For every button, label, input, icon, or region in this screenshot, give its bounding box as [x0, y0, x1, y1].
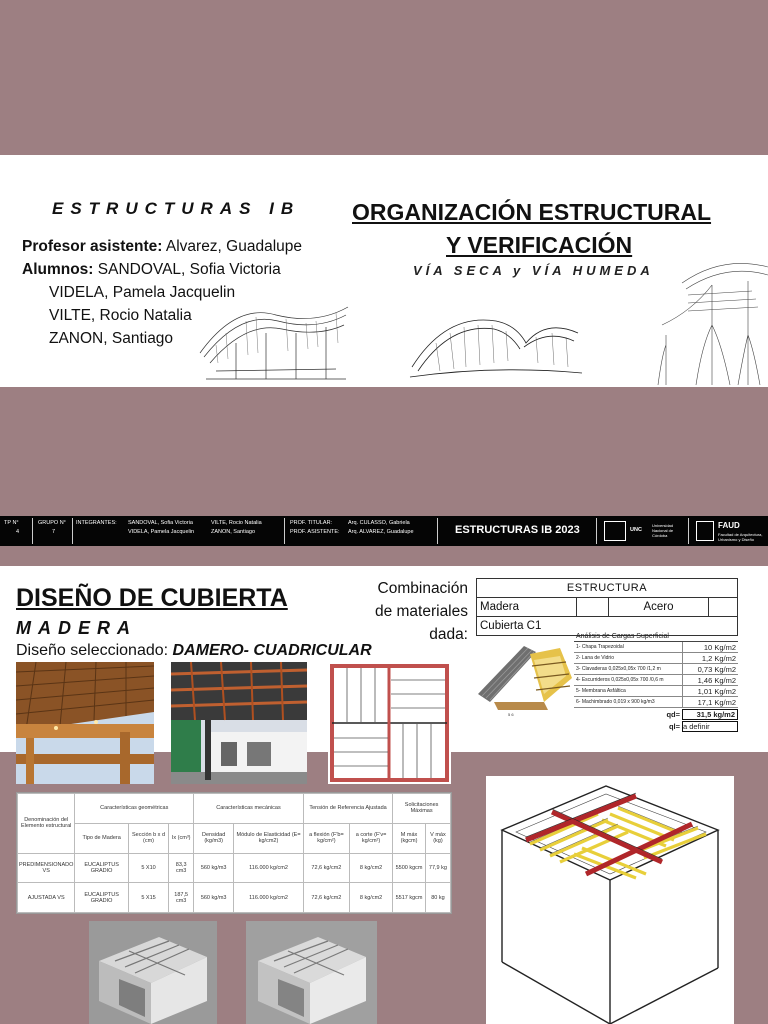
col-denominacion: Denominación del Elemento estructural: [18, 794, 75, 854]
course-title: ESTRUCTURAS IB: [52, 199, 301, 218]
sub-header: Tipo de Madera: [75, 823, 128, 853]
estructura-header: ESTRUCTURA: [477, 579, 738, 598]
student-4: ZANON, Santiago: [49, 330, 174, 347]
material-title: MADERA: [16, 618, 137, 638]
load-row: 6- Machimbrado 0,019 x 900 kg/m3 17,1 Kg/m2: [576, 697, 736, 707]
svg-text:5 6: 5 6: [508, 712, 514, 717]
render-thumbnail-1: [89, 921, 217, 1024]
course-year: ESTRUCTURAS IB 2023: [455, 524, 580, 536]
unc-text: Universidad Nacional de Córdoba: [652, 523, 674, 538]
prof-asistente-label: PROF. ASISTENTE:: [290, 529, 340, 535]
main-title-line1: ORGANIZACIÓN ESTRUCTURAL: [352, 199, 712, 225]
table-row: PREDIMENSIONADO VS EUCALIPTUS GRADIO 5 X10 83,3 cm3 560 kg/m3 116.000 kg/cm2 72,6 kg/cm2 8 kg/cm2 5500 kgcm 77,9 kg: [18, 853, 451, 883]
member-4: ZANON, Santiago: [211, 529, 256, 535]
load-row: 5- Membrana Asfáltica 1,01 Kg/m2: [576, 686, 736, 696]
sub-header: a flexión (F'b= kg/cm²): [303, 823, 349, 853]
load-row: 4- Escurrideros 0,025x0,05x 700 /0,6 m 1,46 Kg/m2: [576, 675, 736, 685]
roof-layers-illustration: [474, 636, 574, 718]
prof-titular: Arq. CULASSO, Gabriela: [348, 520, 410, 526]
member-1: SANDOVAL, Sofia Victoria: [128, 520, 193, 526]
info-strip: [0, 516, 768, 546]
combination-label: Combinación de materiales dada:: [374, 580, 468, 643]
material-madera: Madera: [477, 598, 577, 617]
design-table: [16, 792, 452, 914]
sub-header: Densidad (kg/m3): [194, 823, 234, 853]
estructura-table: [476, 578, 738, 636]
material-empty-2: [709, 598, 738, 617]
material-empty-1: [577, 598, 609, 617]
unc-logo: UNC: [630, 527, 642, 533]
sub-header: M máx (kgcm): [393, 823, 426, 853]
students-label: Alumnos:: [22, 261, 94, 278]
faud-logo-icon: [696, 521, 714, 541]
group-value: 7: [52, 529, 56, 535]
wood-pergola-photo-1: [16, 662, 154, 784]
wood-pergola-photo-2: [171, 662, 307, 784]
unc-crest-icon: [604, 521, 626, 541]
design-title: DISEÑO DE CUBIERTA: [16, 584, 288, 612]
sub-header: Módulo de Elasticidad (E= kg/cm2): [234, 823, 304, 853]
loads-header: Análisis de Cargas Superficial: [574, 632, 738, 642]
tp-label: TP N°: [4, 520, 19, 526]
material-acero: Acero: [609, 598, 709, 617]
render-thumbnail-2: [246, 921, 377, 1024]
cubierta-label: Cubierta C1: [477, 617, 738, 636]
student-2: VIDELA, Pamela Jacquelin: [49, 284, 236, 301]
members-label: INTEGRANTES:: [76, 520, 117, 526]
group-geometricas: Características geométricas: [75, 794, 194, 824]
cube-structure-drawing: [486, 776, 734, 1024]
member-3: VILTE, Rocio Natalia: [211, 520, 262, 526]
student-1: SANDOVAL, Sofia Victoria: [97, 261, 281, 278]
damero-plan-diagram: [328, 662, 451, 784]
selected-label: Diseño seleccionado:: [16, 642, 169, 659]
table-row: AJUSTADA VS EUCALIPTUS GRADIO 5 X15 187,5 cm3 560 kg/m3 116.000 kg/cm2 72,6 kg/cm2 8 kg/cm2 5517 kgcm 80 kg: [18, 883, 451, 913]
member-2: VIDELA, Pamela Jacquelin: [128, 529, 195, 535]
prof-titular-label: PROF. TITULAR:: [290, 520, 333, 526]
load-row: 3- Clavaderas 0,025x0,05x 700 /1,2 m 0,73 Kg/m2: [576, 664, 736, 674]
group-solicitaciones: Solicitaciones Máximas: [393, 794, 451, 824]
prof-asistente: Arq. ALVAREZ, Guadalupe: [348, 529, 414, 535]
student-3: VILTE, Rocio Natalia: [49, 307, 192, 324]
sub-header: Sección b x d (cm): [128, 823, 168, 853]
sub-header: Ix (cm³): [169, 823, 194, 853]
tree-column-sketch: [652, 255, 768, 387]
load-row: 2- Lana de Vidrio 1,2 Kg/m2: [576, 653, 736, 663]
load-analysis: [574, 632, 738, 732]
faud-text: Facultad de Arquitectura, Urbanismo y Diseño: [718, 532, 763, 542]
selected-value: DAMERO- CUADRICULAR: [172, 642, 372, 659]
vault-sketch: [406, 303, 586, 383]
tp-value: 4: [16, 529, 20, 535]
main-title-line2: Y VERIFICACIÓN: [446, 232, 633, 258]
prof-name: Alvarez, Guadalupe: [165, 238, 303, 255]
cover-slide: [0, 155, 768, 387]
ql-total: ql= a definir: [574, 720, 738, 732]
group-label: GRUPO N°: [38, 520, 66, 526]
canopy-sketch-1: [196, 293, 352, 383]
sub-header: V máx (kg): [425, 823, 450, 853]
subtitle: VÍA SECA y VÍA HUMEDA: [413, 263, 654, 278]
selected-design: [16, 642, 372, 660]
load-row: 1- Chapa Trapezoidal 10 Kg/m2: [576, 642, 736, 652]
qd-total: qd= 31,5 kg/m2: [574, 708, 738, 720]
group-mecanicas: Características mecánicas: [194, 794, 304, 824]
sub-header: a corte (F'v= kg/cm²): [349, 823, 392, 853]
group-tension: Tensión de Referencia Ajustada: [303, 794, 392, 824]
faud-logo: FAUD: [718, 521, 740, 530]
prof-label: Profesor asistente:: [22, 238, 163, 255]
